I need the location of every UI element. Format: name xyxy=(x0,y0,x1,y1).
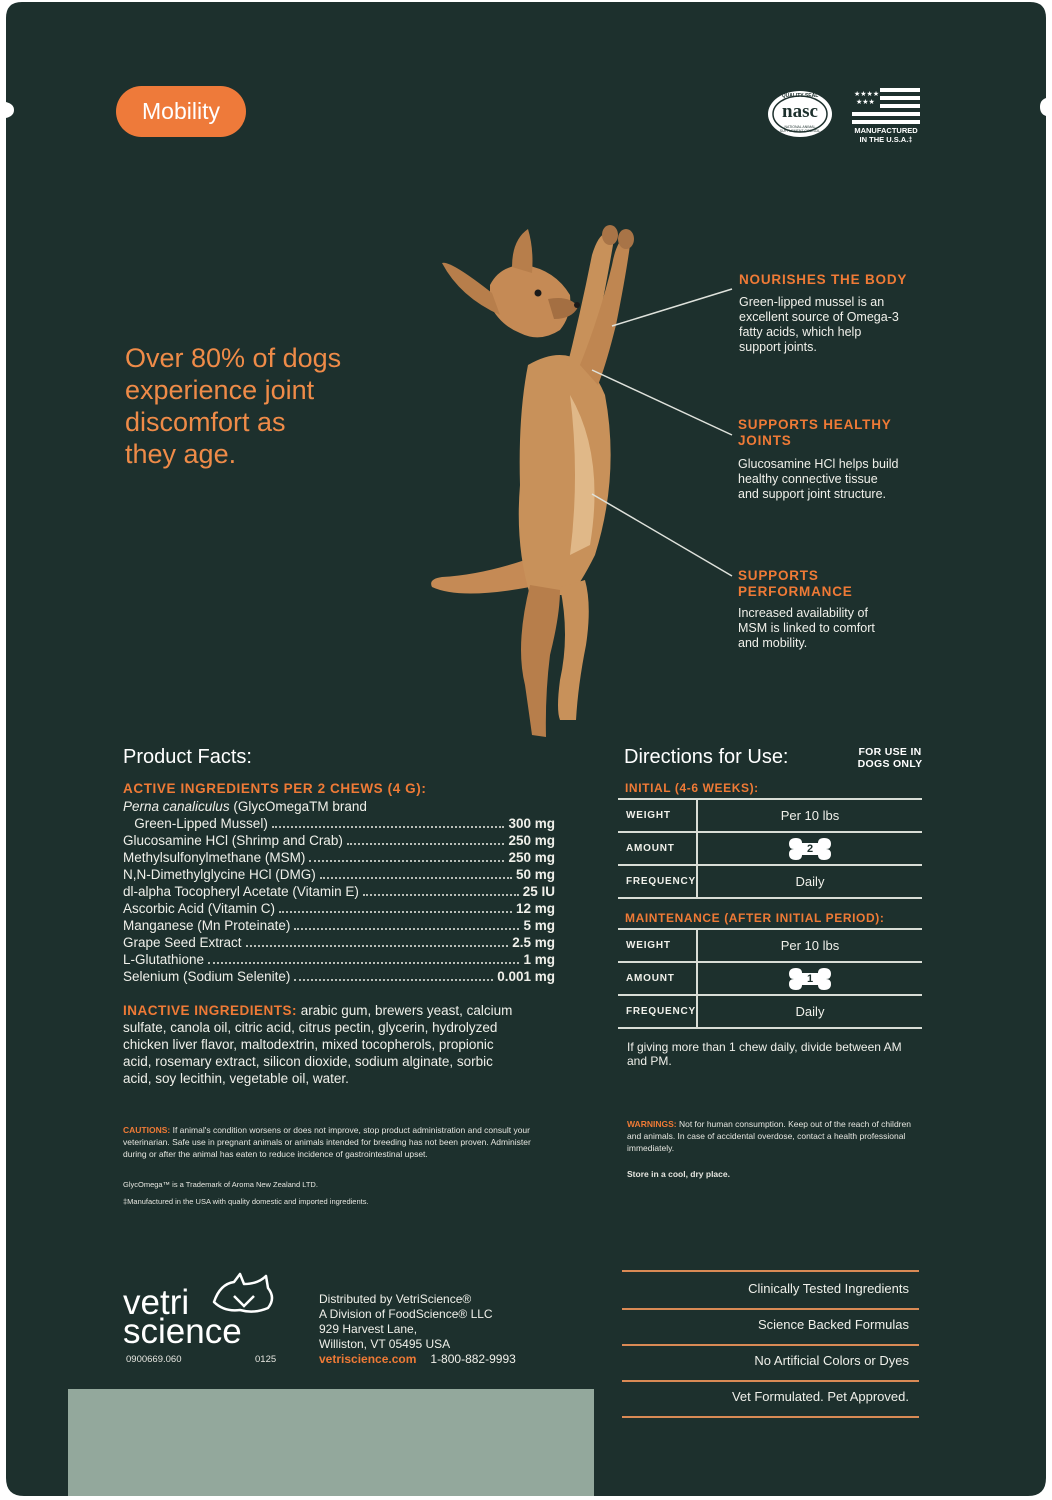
leader-dots xyxy=(272,826,505,828)
ingredient-name: L-Glutathione xyxy=(123,952,205,967)
inactive-ingredients xyxy=(123,1002,563,1087)
manufactured-text: ‡Manufactured in the USA with quality domestic and imported ingredients. xyxy=(123,1197,369,1206)
ingredient-row xyxy=(123,832,555,849)
dogs-only-line: FOR USE IN xyxy=(858,746,922,758)
dist-line: 929 Harvest Lane, xyxy=(319,1322,418,1336)
ingredient-amount: 300 mg xyxy=(508,816,555,831)
feature-body-line: Increased availability of xyxy=(738,606,868,620)
warnings-line: Not for human consumption. Keep out of the reach of children xyxy=(676,1119,911,1129)
dosage-note-line: If giving more than 1 chew daily, divide between AM xyxy=(627,1040,902,1054)
row-label: WEIGHT xyxy=(626,940,671,951)
row-value: Daily xyxy=(795,874,825,889)
brand-logo-vetri: vetri xyxy=(123,1283,190,1322)
ingredient-name: Ascorbic Acid (Vitamin C) xyxy=(123,901,276,916)
lot-code: 0125 xyxy=(255,1354,277,1365)
initial-table xyxy=(618,798,922,899)
directions-title: Directions for Use: xyxy=(624,746,789,768)
feature-title-line: PERFORMANCE xyxy=(738,584,853,599)
feature-body-performance xyxy=(738,606,875,651)
bone-count: 2 xyxy=(806,843,814,855)
feature-title-line: SUPPORTS xyxy=(738,568,819,583)
active-ingredients-heading: ACTIVE INGREDIENTS PER 2 CHEWS (4 G): xyxy=(123,781,427,796)
headline-line: experience joint xyxy=(125,375,315,405)
claim-item xyxy=(622,1272,919,1310)
ingredient-amount: 250 mg xyxy=(508,833,555,848)
ingredient-amount: 12 mg xyxy=(515,901,555,916)
claim-item xyxy=(622,1344,919,1382)
trademark-text: GlycOmega™ is a Trademark of Aroma New Zealand LTD. xyxy=(123,1180,318,1189)
leader-dots xyxy=(363,894,519,896)
initial-row-frequency xyxy=(618,866,922,899)
feature-body-line: support joints. xyxy=(739,340,817,354)
phone-number[interactable]: 1-800-882-9993 xyxy=(430,1352,516,1366)
claim-item xyxy=(622,1380,919,1418)
svg-text:★★★: ★★★ xyxy=(856,98,875,106)
dogs-only-note xyxy=(852,746,928,770)
ingredient-row xyxy=(123,883,555,900)
leader-dots xyxy=(279,911,512,913)
perna-species: Perna canaliculus xyxy=(123,799,230,814)
maintenance-row-amount xyxy=(618,963,922,996)
claim-item xyxy=(622,1308,919,1346)
dist-line: A Division of FoodScience® LLC xyxy=(319,1307,493,1321)
ingredient-row xyxy=(123,968,555,985)
distributor-info xyxy=(319,1292,516,1367)
maintenance-row-weight xyxy=(618,930,922,963)
ingredient-amount: 50 mg xyxy=(515,867,555,882)
svg-text:★★★★: ★★★★ xyxy=(854,90,880,98)
seal-bottom-text: NATIONAL ANIMAL SUPPLEMENT COUNCIL xyxy=(779,125,821,133)
ingredient-row xyxy=(123,866,555,883)
product-facts-title: Product Facts: xyxy=(123,746,252,768)
leader-dots xyxy=(294,928,519,930)
ingredient-row xyxy=(123,951,555,968)
storage-note xyxy=(627,1168,730,1180)
inactive-line: acid, soy lecithin, vegetable oil, water. xyxy=(123,1071,349,1086)
seal-top-text: QUALITY SEAL xyxy=(781,93,819,99)
manufactured-note xyxy=(123,1196,369,1208)
leader-dots xyxy=(294,979,493,981)
column-divider xyxy=(696,963,698,994)
ingredient-row xyxy=(123,900,555,917)
dist-line: Williston, VT 05495 USA xyxy=(319,1337,451,1351)
cat-dog-logo-icon xyxy=(210,1272,278,1314)
cautions xyxy=(123,1124,531,1160)
cautions-line: veterinarian. Safe use in pregnant animals or animals intended for breeding has not been proven. Administer xyxy=(123,1137,531,1147)
ingredient-name: Glucosamine HCl (Shrimp and Crab) xyxy=(123,833,343,848)
ingredient-name: Selenium (Sodium Selenite) xyxy=(123,969,291,984)
brand-logo-science: science xyxy=(123,1312,242,1351)
feature-title-nourishes xyxy=(739,272,907,288)
ingredient-name: Methylsulfonylmethane (MSM) xyxy=(123,850,306,865)
dist-line: Distributed by VetriScience® xyxy=(319,1292,472,1306)
feature-body-joints xyxy=(738,457,899,502)
row-value: Daily xyxy=(795,1004,825,1019)
warnings-label: WARNINGS: xyxy=(627,1119,677,1129)
headline-line: they age. xyxy=(125,439,237,469)
feature-body-line: Glucosamine HCl helps build xyxy=(738,457,899,471)
leader-dots xyxy=(246,945,509,947)
storage-text: Store in a cool, dry place. xyxy=(627,1169,730,1179)
website-link[interactable]: vetriscience.com xyxy=(319,1352,417,1366)
inactive-line: acid, rosemary extract, silicon dioxide, sodium alginate, sorbic xyxy=(123,1054,493,1069)
initial-heading: INITIAL (4-6 WEEKS): xyxy=(625,781,759,795)
column-divider xyxy=(696,833,698,864)
seal-mark: nasc xyxy=(782,101,818,122)
feature-body-line: and mobility. xyxy=(738,636,808,650)
usa-text-1: MANUFACTURED xyxy=(854,126,918,135)
perna-brand: (GlycOmegaTM brand xyxy=(229,799,367,814)
feature-title-performance xyxy=(738,568,853,600)
ingredient-name: Manganese (Mn Proteinate) xyxy=(123,918,291,933)
bone-chew-icon xyxy=(788,966,832,992)
row-label: FREQUENCY xyxy=(626,1006,696,1017)
inactive-label: INACTIVE INGREDIENTS: xyxy=(123,1003,298,1018)
ingredient-amount: 0.001 mg xyxy=(497,969,555,984)
maintenance-table xyxy=(618,928,922,1029)
dosage-note xyxy=(627,1040,902,1068)
leader-dots xyxy=(208,962,519,964)
feature-title-line: JOINTS xyxy=(738,433,792,448)
bone-chew-icon xyxy=(788,836,832,862)
leader-dots xyxy=(347,843,505,845)
feature-body-line: fatty acids, which help xyxy=(739,325,862,339)
callout-line-performance xyxy=(592,494,732,576)
feature-body-line: excellent source of Omega-3 xyxy=(739,310,899,324)
leader-dots xyxy=(309,860,504,862)
ingredient-name: Green-Lipped Mussel) xyxy=(123,816,268,831)
feature-title-line: SUPPORTS HEALTHY xyxy=(738,417,892,432)
row-label: AMOUNT xyxy=(626,973,675,984)
row-value: Per 10 lbs xyxy=(780,938,840,953)
leader-dots xyxy=(320,877,512,879)
claim-text: Science Backed Formulas xyxy=(757,1317,909,1332)
ingredient-name: N,N-Dimethylglycine HCl (DMG) xyxy=(123,867,316,882)
ingredient-amount: 25 IU xyxy=(522,884,555,899)
feature-body-line: and support joint structure. xyxy=(738,487,886,501)
feature-body-nourishes xyxy=(739,295,899,355)
perna-line xyxy=(123,798,367,815)
ingredient-name: dl-alpha Tocopheryl Acetate (Vitamin E) xyxy=(123,884,359,899)
bone-count: 1 xyxy=(806,973,814,985)
callout-line-joints xyxy=(592,370,732,435)
feature-title-line: NOURISHES THE BODY xyxy=(739,272,908,287)
warnings-line: immediately. xyxy=(627,1143,675,1153)
ingredient-amount: 5 mg xyxy=(523,918,555,933)
feature-body-line: Green-lipped mussel is an xyxy=(739,295,885,309)
inactive-line: sulfate, canola oil, citric acid, citrus pectin, glycerin, hydrolyzed xyxy=(123,1020,498,1035)
cautions-line: If animal's condition worsens or does not improve, stop product administration and consult your xyxy=(170,1125,530,1135)
maintenance-heading: MAINTENANCE (AFTER INITIAL PERIOD): xyxy=(625,911,885,925)
cautions-line: during or after the animal has eaten to reduce incidence of gastrointestinal upset. xyxy=(123,1149,428,1159)
trademark-note xyxy=(123,1179,318,1191)
callout-line-nourishes xyxy=(612,289,732,326)
ingredient-amount: 2.5 mg xyxy=(512,935,555,950)
claim-text: Vet Formulated. Pet Approved. xyxy=(731,1389,909,1404)
mobility-badge: Mobility xyxy=(116,86,246,137)
ingredient-row xyxy=(123,934,555,951)
inactive-line: chicken liver flavor, maltodextrin, mixed tocopherols, propionic xyxy=(123,1037,494,1052)
product-code: 0900669.060 xyxy=(126,1354,182,1365)
initial-row-amount xyxy=(618,833,922,866)
feature-body-line: healthy connective tissue xyxy=(738,472,878,486)
dosage-note-line: and PM. xyxy=(627,1054,672,1068)
ingredient-row xyxy=(123,917,555,934)
row-value: Per 10 lbs xyxy=(780,808,840,823)
claim-text: Clinically Tested Ingredients xyxy=(748,1281,909,1296)
feature-body-line: MSM is linked to comfort xyxy=(738,621,875,635)
dogs-only-line: DOGS ONLY xyxy=(857,758,923,770)
ingredient-row xyxy=(123,849,555,866)
warnings-line: and animals. In case of accidental overdose, contact a health professional xyxy=(627,1131,906,1141)
usa-text-2: IN THE U.S.A.‡ xyxy=(859,135,913,144)
feature-title-joints xyxy=(738,417,892,449)
inactive-line: arabic gum, brewers yeast, calcium xyxy=(297,1003,513,1018)
row-label: AMOUNT xyxy=(626,843,675,854)
claim-text: No Artificial Colors or Dyes xyxy=(754,1353,909,1368)
headline-line: discomfort as xyxy=(125,407,286,437)
ingredient-amount: 1 mg xyxy=(523,952,555,967)
headline-line: Over 80% of dogs xyxy=(125,343,342,373)
row-label: WEIGHT xyxy=(626,810,671,821)
maintenance-row-frequency xyxy=(618,996,922,1029)
ingredient-name: Grape Seed Extract xyxy=(123,935,242,950)
warnings xyxy=(627,1118,911,1154)
initial-row-weight xyxy=(618,800,922,833)
row-label: FREQUENCY xyxy=(626,876,696,887)
ingredient-row xyxy=(123,815,555,832)
cautions-label: CAUTIONS: xyxy=(123,1125,171,1135)
ingredient-amount: 250 mg xyxy=(508,850,555,865)
